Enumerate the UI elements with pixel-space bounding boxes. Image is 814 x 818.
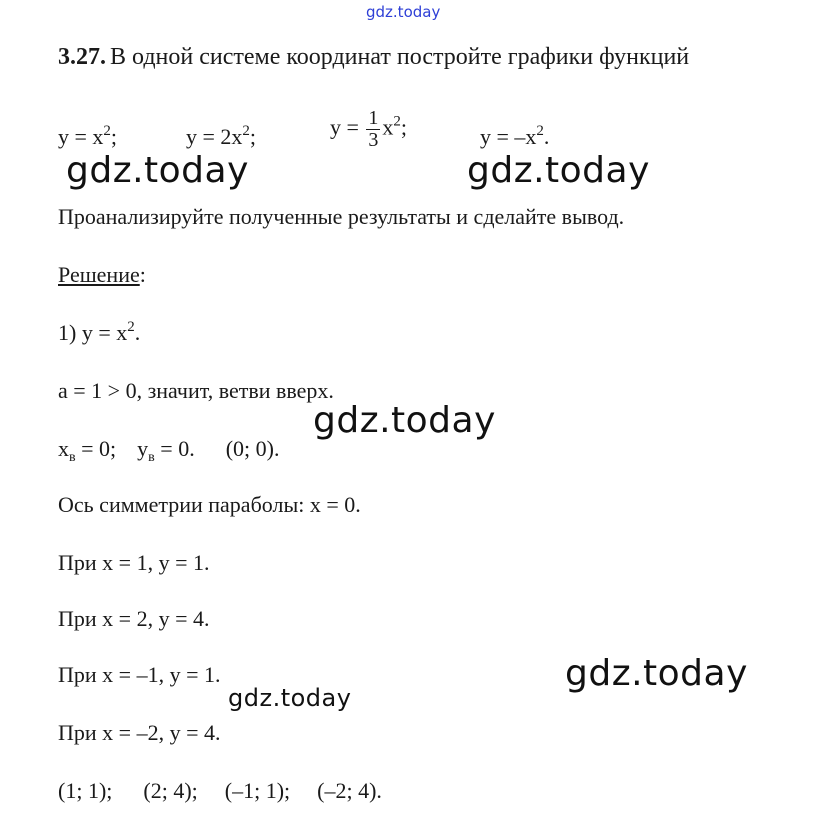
- watermark: gdz.today: [467, 150, 650, 191]
- solution-points-list: (1; 1); (2; 4); (–1; 1); (–2; 4).: [58, 778, 382, 803]
- watermark: gdz.today: [313, 400, 496, 441]
- function-2: $y = 2x^2$;: [186, 123, 257, 149]
- solution-branches: a = 1 > 0, значит, ветви вверх.: [58, 378, 334, 403]
- task-header: [58, 44, 689, 71]
- function-1: $y = x^2$;: [58, 123, 118, 149]
- solution-point-2: При x = 2, y = 4.: [58, 606, 210, 631]
- function-4: $y = -x^2$.: [480, 123, 550, 149]
- solution-point-3: При x = –1, y = 1.: [58, 662, 221, 687]
- solution-step-1: 1) $y = x^2$.: [58, 319, 141, 345]
- task-analyze: Проанализируйте полученные результаты и сделайте вывод.: [58, 204, 625, 229]
- solution-vertex: $x_в = 0$; $y_в = 0$. (0; 0).: [58, 436, 280, 465]
- watermark: gdz.today: [66, 150, 249, 191]
- solution-axis: Ось симметрии параболы: x = 0.: [58, 492, 361, 517]
- watermark-top: gdz.today: [366, 3, 441, 21]
- watermark: gdz.today: [565, 653, 748, 694]
- solution-heading: Решение:: [58, 262, 146, 287]
- solution-point-1: При x = 1, y = 1.: [58, 550, 210, 575]
- watermark: gdz.today: [228, 684, 352, 712]
- task-number: 3.27.: [58, 44, 106, 70]
- fraction: $\frac{1}{3}$: [368, 107, 379, 151]
- solution-point-4: При x = –2, y = 4.: [58, 720, 221, 745]
- task-text: В одной системе координат постройте графики функций: [110, 44, 690, 70]
- function-3: y = $\frac{1}{3}$ $x^2$;: [330, 107, 408, 151]
